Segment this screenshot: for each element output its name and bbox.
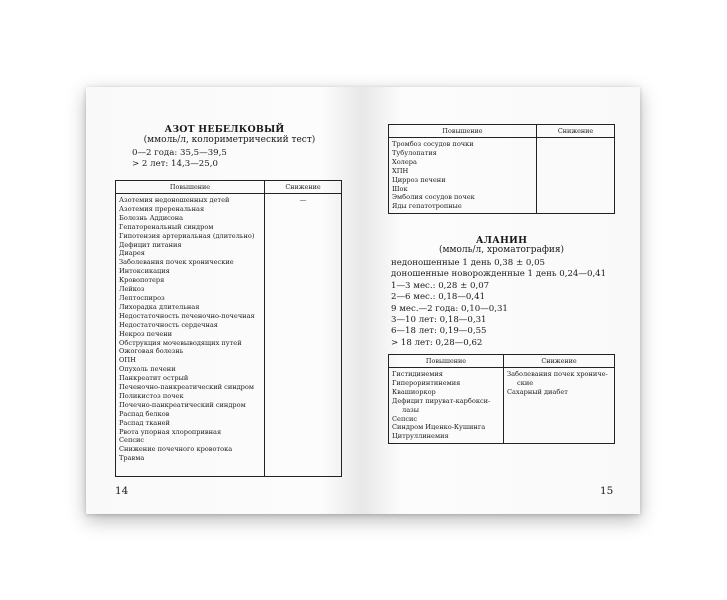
list-item: Ожоговая болезнь: [119, 347, 184, 356]
list-item: Поликистоз почек: [119, 391, 184, 400]
list-item: Снижение почечного кровотока: [119, 445, 233, 454]
norm-line: 9 мес.—2 года: 0,10—0,31: [391, 303, 508, 314]
list-item: Диарея: [119, 249, 145, 258]
norm-line: 1—3 мес.: 0,28 ± 0,07: [391, 280, 490, 291]
list-item: Лейкоз: [119, 285, 145, 294]
list-item: Панкреатит острый: [119, 374, 189, 383]
list-item: Азотемия недоношенных детей: [119, 196, 230, 204]
list-item: —: [299, 196, 307, 204]
page-number-left: 14: [115, 485, 129, 497]
list-item: Цитруллинемия: [392, 432, 449, 441]
list-item: Сепсис: [392, 414, 418, 423]
list-item: Цирроз печени: [392, 175, 446, 184]
list-item: Гипероринтинемия: [392, 378, 461, 387]
section-subtitle-nitrogen: (ммоль/л, колориметрический тест): [143, 135, 316, 145]
right-page: [363, 87, 640, 514]
list-item: Опухоль печени: [119, 365, 176, 374]
list-item: Шок: [392, 184, 408, 193]
section-subtitle-alanine: (ммоль/л, хроматография): [438, 245, 565, 255]
increase-cell: [389, 368, 504, 444]
list-item: Гипотензия артериальная (длительно): [119, 231, 255, 240]
list-item: Гистидинемия: [392, 370, 443, 378]
increase-cell: [116, 194, 265, 477]
column-header-decrease: Снижение: [537, 125, 615, 138]
list-item: Дефицит пируват-карбокси-: [392, 396, 491, 405]
list-item: Сахарный диабет: [507, 387, 568, 396]
list-item: Рвота упорная хлоропривная: [119, 427, 222, 436]
list-item: Интоксикация: [119, 267, 170, 276]
norm-line: 6—18 лет: 0,19—0,55: [391, 326, 487, 337]
page-number-right: 15: [600, 485, 614, 497]
list-item: Сепсис: [119, 436, 145, 445]
decrease-cell: [504, 368, 615, 444]
norm-line: > 18 лет: 0,28—0,62: [391, 337, 483, 348]
list-item: Недостаточность печеночно-почечная: [119, 311, 255, 320]
list-item: Почечно-панкреатический синдром: [119, 400, 246, 409]
norm-line: 0—2 года: 35,5—39,5: [132, 148, 227, 158]
decrease-cell: [537, 138, 615, 214]
open-book: [86, 87, 640, 514]
list-item: Печеночно-панкреатический синдром: [119, 383, 254, 392]
list-item: Тромбоз сосудов почки: [392, 140, 474, 148]
list-item: Лихорадка длительная: [119, 302, 200, 311]
column-header-decrease: Снижение: [265, 181, 342, 194]
list-item: Эмболия сосудов почек: [392, 193, 475, 202]
list-item: Кровопотеря: [119, 276, 165, 285]
table-alanine: [388, 354, 615, 444]
column-header-decrease: Снижение: [504, 355, 615, 368]
list-item: Заболевания почек хрониче-: [507, 370, 608, 378]
column-header-increase: Повышение: [116, 181, 265, 194]
norms-nitrogen: [132, 148, 227, 171]
norm-line: > 2 лет: 14,3—25,0: [132, 159, 218, 170]
list-item: ХПН: [392, 166, 409, 175]
list-item: Травма: [119, 454, 145, 463]
column-header-increase: Повышение: [389, 355, 504, 368]
left-page: [86, 87, 363, 514]
list-item: Недостаточность сердечная: [119, 320, 218, 329]
list-item: Яды гепатотропные: [392, 202, 462, 211]
table-nitrogen: [115, 180, 342, 477]
list-item: Синдром Иценко-Кушинга: [392, 423, 486, 432]
list-item: Гепаторенальный синдром: [119, 222, 214, 231]
norm-line: 3—10 лет: 0,18—0,31: [391, 315, 487, 326]
list-item: Заболевания почек хронические: [119, 258, 234, 267]
list-item: Азотемия преренальная: [119, 204, 205, 213]
list-item: Холера: [392, 157, 417, 166]
list-item: Некроз печени: [119, 329, 173, 338]
table-nitrogen-continued: [388, 124, 615, 214]
column-header-increase: Повышение: [389, 125, 537, 138]
list-item: Распад белков: [119, 409, 170, 418]
norms-alanine: [391, 258, 606, 349]
list-item: Болезнь Аддисона: [119, 213, 184, 222]
list-item: ОПН: [119, 356, 136, 365]
norm-line: недоношенные 1 день 0,38 ± 0,05: [391, 258, 546, 268]
list-item: Дефицит питания: [119, 240, 182, 249]
section-title-nitrogen: АЗОТ НЕБЕЛКОВЫЙ: [164, 124, 285, 135]
list-item: Квашиоркор: [392, 387, 436, 396]
list-item: Лептоспироз: [119, 293, 165, 302]
list-item: ские: [517, 378, 534, 387]
list-item: Тубулопатия: [392, 148, 437, 157]
decrease-cell: [265, 194, 342, 477]
list-item: Обструкция мочевыводящих путей: [119, 338, 242, 347]
list-item: Распад тканей: [119, 418, 170, 427]
norm-line: 2—6 мес.: 0,18—0,41: [391, 292, 486, 303]
section-title-alanine: АЛАНИН: [475, 235, 528, 246]
list-item: лазы: [402, 405, 419, 414]
increase-cell: [389, 138, 537, 214]
norm-line: доношенные новорожденные 1 день 0,24—0,41: [391, 269, 607, 280]
